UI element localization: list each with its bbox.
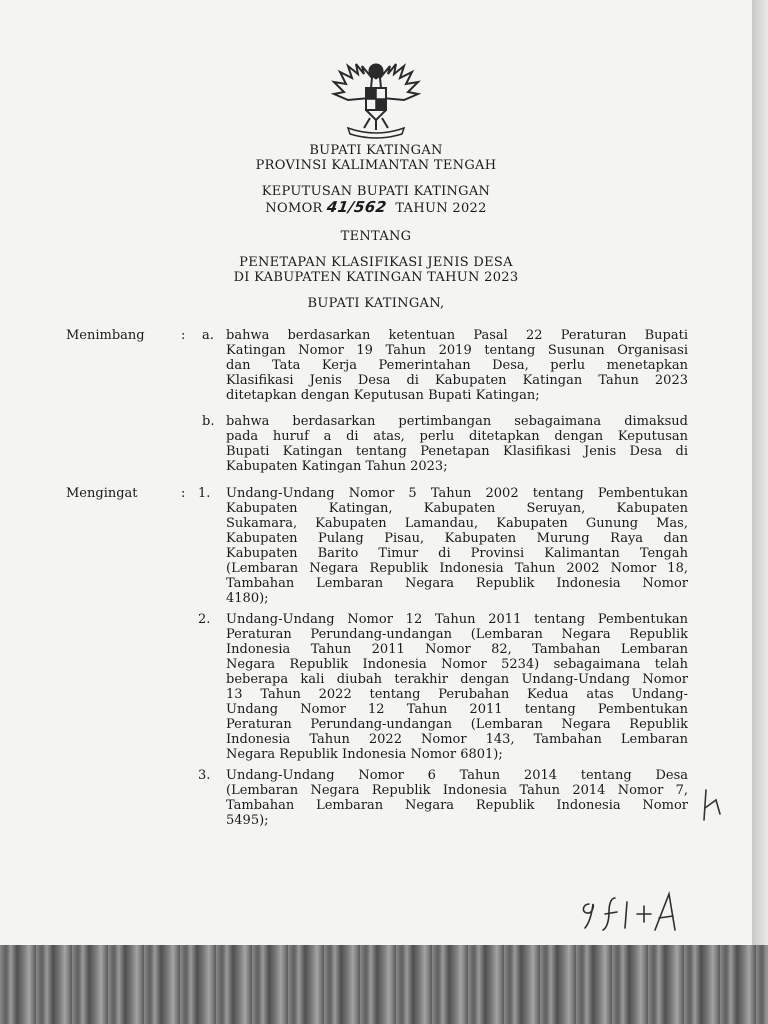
text-line: bahwa berdasarkan ketentuan Pasal 22 Peraturan Bupati [226, 328, 688, 343]
mengingat-1-marker: 1. [198, 486, 211, 501]
text-line: Klasifikasi Jenis Desa di Kabupaten Katingan Tahun 2023 [226, 373, 688, 388]
text-line: Tambahan Lembaran Negara Republik Indonesia Nomor [226, 798, 688, 813]
text-line: Indonesia Tahun 2011 Nomor 82, Tambahan Lembaran [226, 642, 688, 657]
text-line: beberapa kali diubah terakhir dengan Undang-Undang Nomor [226, 672, 688, 687]
text-line: Negara Republik Indonesia Nomor 5234) sebagaimana telah [226, 657, 688, 672]
text-line: (Lembaran Negara Republik Indonesia Tahun 2002 Nomor 18, [226, 561, 688, 576]
initial-mark-icon [700, 788, 724, 822]
menimbang-a-marker: a. [202, 328, 214, 343]
nomor-prefix: NOMOR [265, 201, 323, 216]
subject-line-1: PENETAPAN KLASIFIKASI JENIS DESA [239, 255, 513, 270]
menimbang-a-text [226, 328, 688, 403]
text-line: Undang-Undang Nomor 12 Tahun 2011 tentang Pembentukan [226, 612, 688, 627]
mengingat-colon: : [181, 486, 186, 501]
garuda-emblem-icon [326, 58, 426, 140]
decree-number [0, 199, 752, 217]
decree-title: KEPUTUSAN BUPATI KATINGAN [261, 184, 491, 199]
text-line: Negara Republik Indonesia Nomor 6801); [226, 747, 503, 762]
handwritten-page-mark [575, 890, 685, 936]
official-title: BUPATI KATINGAN, [307, 296, 445, 311]
text-line: bahwa berdasarkan pertimbangan sebagaimana dimaksud [226, 414, 688, 429]
header-title: BUPATI KATINGAN [309, 143, 443, 158]
scan-artifact-strip [0, 945, 768, 1024]
mengingat-3-marker: 3. [198, 768, 211, 783]
text-line: 5495); [226, 813, 269, 828]
text-line: Kabupaten Katingan Tahun 2023; [226, 459, 448, 474]
text-line: Tambahan Lembaran Negara Republik Indonesia Nomor [226, 576, 688, 591]
text-line: Indonesia Tahun 2022 Nomor 143, Tambahan Lembaran [226, 732, 688, 747]
text-line: Undang-Undang Nomor 5 Tahun 2002 tentang Pembentukan [226, 486, 688, 501]
tentang-heading: TENTANG [340, 229, 412, 244]
text-line: Undang Nomor 12 Tahun 2011 tentang Pembentukan [226, 702, 688, 717]
page-edge [752, 0, 768, 945]
text-line: Peraturan Perundang-undangan (Lembaran Negara Republik [226, 627, 688, 642]
text-line: dan Tata Kerja Pemerintahan Desa, perlu menetapkan [226, 358, 688, 373]
text-line: ditetapkan dengan Keputusan Bupati Katingan; [226, 388, 540, 403]
mengingat-label: Mengingat [66, 486, 138, 501]
text-line: 13 Tahun 2022 tentang Perubahan Kedua atas Undang- [226, 687, 688, 702]
text-line: Kabupaten Pulang Pisau, Kabupaten Murung Raya dan [226, 531, 688, 546]
mengingat-1-text [226, 486, 688, 606]
menimbang-b-text [226, 414, 688, 474]
text-line: Undang-Undang Nomor 6 Tahun 2014 tentang Desa [226, 768, 688, 783]
text-line: (Lembaran Negara Republik Indonesia Tahun 2014 Nomor 7, [226, 783, 688, 798]
text-line: Peraturan Perundang-undangan (Lembaran Negara Republik [226, 717, 688, 732]
nomor-suffix: TAHUN 2022 [395, 201, 487, 216]
mengingat-3-text [226, 768, 688, 828]
mengingat-2-text [226, 612, 688, 762]
text-line: pada huruf a di atas, perlu ditetapkan dengan Keputusan [226, 429, 688, 444]
text-line: Kabupaten Barito Timur di Provinsi Kalimantan Tengah [226, 546, 688, 561]
mengingat-2-marker: 2. [198, 612, 211, 627]
text-line: Sukamara, Kabupaten Lamandau, Kabupaten Gunung Mas, [226, 516, 688, 531]
menimbang-label: Menimbang [66, 328, 145, 343]
text-line: 4180); [226, 591, 269, 606]
header-province: PROVINSI KALIMANTAN TENGAH [255, 158, 497, 173]
text-line: Bupati Katingan tentang Penetapan Klasifikasi Jenis Desa di [226, 444, 688, 459]
nomor-value: 41/562 [325, 198, 388, 216]
menimbang-colon: : [181, 328, 186, 343]
text-line: Katingan Nomor 19 Tahun 2019 tentang Susunan Organisasi [226, 343, 688, 358]
subject-line-2: DI KABUPATEN KATINGAN TAHUN 2023 [233, 270, 519, 285]
text-line: Kabupaten Katingan, Kabupaten Seruyan, Kabupaten [226, 501, 688, 516]
menimbang-b-marker: b. [202, 414, 215, 429]
